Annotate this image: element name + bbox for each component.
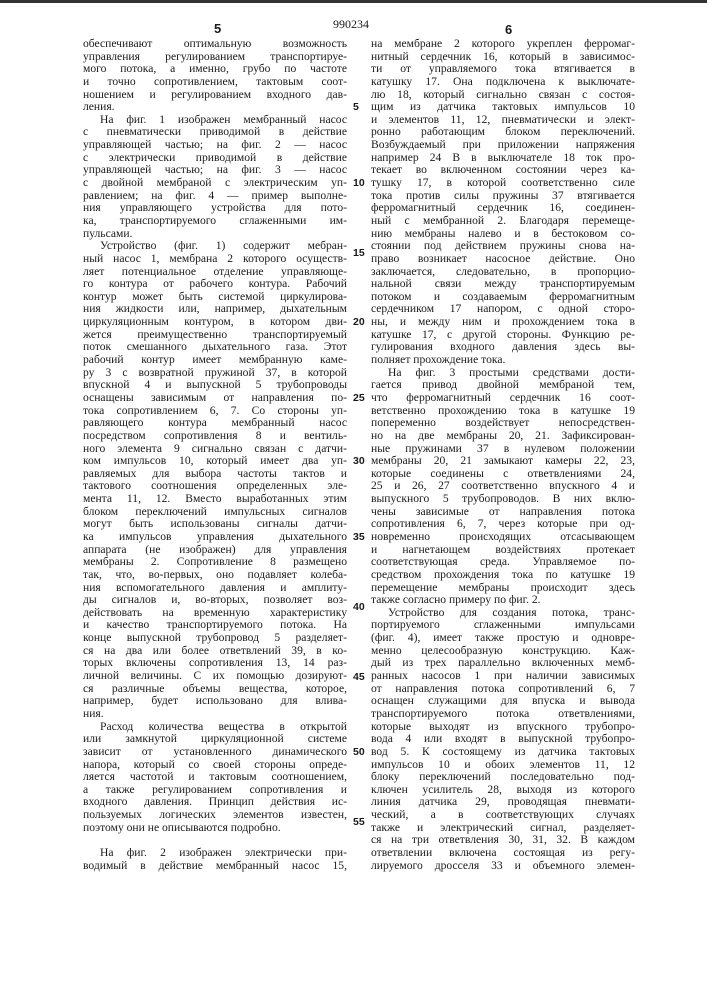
text-line: нальной связи между транспортируемым — [371, 278, 635, 291]
text-line: поток смешанного дыхательного газа. Этот — [83, 341, 347, 354]
text-line: и элементов 11, 12, пневматически и элект- — [371, 114, 635, 127]
text-line: ляет потенциальное отделение управляюще- — [83, 266, 347, 279]
text-line: например, будет использовано для влива- — [83, 695, 347, 708]
margin-line-number: 10 — [353, 177, 365, 189]
page-number-right: 6 — [505, 23, 512, 36]
text-line: например 24 В в выключателе 18 ток про- — [371, 152, 635, 165]
text-line: гулирования входного давления здесь вы- — [371, 341, 635, 354]
text-line: обеспечивают оптимальную возможность — [83, 38, 347, 51]
text-line: ветственно прохождению тока в катушке 19 — [371, 405, 635, 418]
text-line: полняет прохождение тока. — [371, 354, 635, 367]
text-line: На фиг. 2 изображен электрически при- — [83, 847, 347, 860]
text-line: (фиг. 4), имеет также простую и одновре- — [371, 632, 635, 645]
margin-line-number: 25 — [353, 392, 365, 404]
text-line: управляющей частью; на фиг. 3 — насос — [83, 164, 347, 177]
text-line: ния. — [83, 708, 347, 721]
text-line: соответствующая среда. Управляемое по- — [371, 556, 635, 569]
text-line: сердечником 17 напором, с одной сторо- — [371, 303, 635, 316]
text-line: мембраны 20, 21 замыкают камеры 22, 23, — [371, 455, 635, 468]
text-line: блоку переключений последовательно под- — [371, 771, 635, 784]
text-line: импульсов 10 и обоих элементов 11, 12 — [371, 759, 635, 772]
text-line: вод 5. К состоящему из датчика тактовых — [371, 746, 635, 759]
text-line: мента 11, 12. Вместо выработанных этим — [83, 493, 347, 506]
text-line: ные пружинами 37 в нулевом положении — [371, 443, 635, 456]
text-line: новременно происходящих отсасывающем — [371, 531, 635, 544]
text-line: которые соединены с ответвлениями 24, — [371, 468, 635, 481]
text-line: право возникает насосное действие. Оно — [371, 253, 635, 266]
text-line: входного давления. Принцип действия ис- — [83, 796, 347, 809]
text-line: транспортируемого потока ответвлениями, — [371, 708, 635, 721]
text-line: тока сопротивлением 6, 7. Со стороны уп- — [83, 405, 347, 418]
right-text-column — [371, 38, 635, 872]
text-line: посредством сопротивления 8 и вентиль- — [83, 430, 347, 443]
text-line: ния управляющего устройства для пото- — [83, 202, 347, 215]
margin-line-number: 5 — [353, 101, 359, 113]
text-line: блоком переключений импульсных сигналов — [83, 506, 347, 519]
text-line: ка импульсов управления дыхательного — [83, 531, 347, 544]
text-line: мембраны 2. Сопротивление 8 размещено — [83, 556, 347, 569]
text-line: также согласно примеру по фиг. 2. — [371, 594, 635, 607]
text-line: с электрически приводимой в действие — [83, 152, 347, 165]
margin-line-number: 35 — [353, 531, 365, 543]
text-line: ся на три ответвления 30, 31, 32. В каждом — [371, 834, 635, 847]
text-line: поэтому они не описываются подробно. — [83, 822, 347, 835]
text-line: управляющей частью; на фиг. 2 — насос — [83, 139, 347, 152]
margin-line-number: 15 — [353, 247, 365, 259]
text-line: и качество транспортируемого потока. На — [83, 619, 347, 632]
text-line: лю 18, который сигнально связан с состоя- — [371, 89, 635, 102]
text-line: ка, транспортируемого сглаженными им- — [83, 215, 347, 228]
text-line: ранных насосов 1 при наличии зависимых — [371, 670, 635, 683]
text-line: Возбуждаемый при приложении напряжения — [371, 139, 635, 152]
page-number-left: 5 — [214, 22, 221, 35]
text-line: го контура от рабочего контура. Рабочий — [83, 278, 347, 291]
text-line: заключается, следовательно, в пропорцио- — [371, 266, 635, 279]
text-line: тока против силы пружины 37 втягивается — [371, 190, 635, 203]
left-text-column — [83, 38, 347, 872]
margin-line-number: 30 — [353, 455, 365, 467]
text-line: ческий, а в соответствующих случаях — [371, 809, 635, 822]
text-line: мого потока, а именно, грубо по частоте — [83, 63, 347, 76]
text-line: лируемого дросселя 33 и объемного элемен- — [371, 860, 635, 873]
text-line: ния жидкости или, например, дыхательным — [83, 303, 347, 316]
text-line: 25 и 26, 27 соответственно впускного 4 и — [371, 480, 635, 493]
text-line: конце выпускной трубопровод 5 разделяет- — [83, 632, 347, 645]
text-line: На фиг. 1 изображен мембранный насос — [83, 114, 347, 127]
text-line: ления. — [83, 101, 347, 114]
text-line: ком импульсов 10, который имеет два уп- — [83, 455, 347, 468]
text-line: напора, который со своей стороны опреде- — [83, 759, 347, 772]
text-line: ти от управляемого тока втягивается в — [371, 63, 635, 76]
text-line: чены зависимые от направления потока — [371, 506, 635, 519]
text-line: и точно сопротивлением, тактовым соот- — [83, 76, 347, 89]
text-line: потоком и создаваемым ферромагнитным — [371, 291, 635, 304]
text-line: жется преимущественно транспортируемый — [83, 329, 347, 342]
text-line: вода 4 или входят в выпускной трубопро- — [371, 733, 635, 746]
text-line: с двойной мембраной с электрическим уп- — [83, 177, 347, 190]
text-line: ный с мембранной 2. Благодаря перемеще- — [371, 215, 635, 228]
text-line: ны, и между ним и прохождением тока в — [371, 316, 635, 329]
text-line: ключен усилитель 28, выходя из которого — [371, 784, 635, 797]
text-line: на мембране 2 которого укреплен ферромаг- — [371, 38, 635, 51]
text-line: менно целесообразную конструкцию. Каж- — [371, 645, 635, 658]
margin-line-number: 45 — [353, 671, 365, 683]
margin-line-number: 20 — [353, 316, 365, 328]
text-line: катушку 17. Она подключена к выключате- — [371, 76, 635, 89]
text-line: текает во включенном состоянии через ка- — [371, 164, 635, 177]
margin-line-number: 50 — [353, 746, 365, 758]
text-line: контур может быть системой циркулирова- — [83, 291, 347, 304]
text-line: ния вспомогательного давления и амплиту- — [83, 582, 347, 595]
text-line: ного элемента 9 сигнально связан с датчи- — [83, 443, 347, 456]
top-border — [0, 0, 707, 3]
text-line: линия датчика 29, проводящая пневмати- — [371, 796, 635, 809]
margin-line-number: 40 — [353, 601, 365, 613]
text-line: пульсами. — [83, 228, 347, 241]
text-line: личной величины. С их помощью дозируют- — [83, 670, 347, 683]
margin-line-number: 55 — [353, 816, 365, 828]
text-line: что ферромагнитный сердечник 16 соот- — [371, 392, 635, 405]
text-line: попеременно воздействует непосредствен- — [371, 417, 635, 430]
text-line: равлением; на фиг. 4 — пример выполне- — [83, 190, 347, 203]
text-line: ляется частотой и тактовым соотношением, — [83, 771, 347, 784]
text-line: которые выходят из впускного трубопро- — [371, 721, 635, 734]
text-line: равляемых для выбора частоты тактов и — [83, 468, 347, 481]
text-line: сопротивления 6, 7, через которые при од- — [371, 518, 635, 531]
text-line: ный насос 1, мембрана 2 которого осуществ- — [83, 253, 347, 266]
text-line: перемещение мембраны происходит здесь — [371, 582, 635, 595]
text-line: гается привод двойной мембраной тем, — [371, 379, 635, 392]
text-line: нию мембраны налево и в бестоковом со- — [371, 228, 635, 241]
text-line: торых включены сопротивления 13, 14 раз- — [83, 657, 347, 670]
text-line: ру 3 с возвратной пружиной 37, в которой — [83, 367, 347, 380]
text-line: впускной 4 и выпускной 5 трубопроводы — [83, 379, 347, 392]
text-line: но на две мембраны 20, 21. Зафиксирован- — [371, 430, 635, 443]
text-line: аппарата (не изображен) для управления — [83, 544, 347, 557]
text-line: с пневматически приводимой в действие — [83, 126, 347, 139]
text-line: или замкнутой циркуляционной системе — [83, 733, 347, 746]
text-line: а также регулированием сопротивления и — [83, 784, 347, 797]
text-line: ферромагнитный сердечник 16, соединен- — [371, 202, 635, 215]
document-number: 990234 — [333, 18, 369, 30]
text-line: Устройство для создания потока, транс- — [371, 607, 635, 620]
text-line: от направления потока сопротивлений 6, 7 — [371, 683, 635, 696]
text-line: ответвлении включена состоящая из регу- — [371, 847, 635, 860]
text-line: ронно работающим блоком переключений. — [371, 126, 635, 139]
text-line: На фиг. 3 простыми средствами дости- — [371, 367, 635, 380]
text-line: ды сигналов и, во-вторых, позволяет воз- — [83, 594, 347, 607]
text-line: Устройство (фиг. 1) содержит мебран- — [83, 240, 347, 253]
text-line: щим из датчика тактовых импульсов 10 — [371, 101, 635, 114]
text-line: равляющего контура мембранный насос — [83, 417, 347, 430]
text-line: оснащен служащими для впуска и вывода — [371, 695, 635, 708]
text-line: зависит от установленного динамического — [83, 746, 347, 759]
text-line: циркуляционным контуром, в котором дви- — [83, 316, 347, 329]
text-line: стоянии под действием пружины снова на- — [371, 240, 635, 253]
text-line: водимый в действие мембранный насос 15, — [83, 860, 347, 873]
text-line: оснащены зависимым от направления по- — [83, 392, 347, 405]
text-line: рабочий контур имеет мембранную каме- — [83, 354, 347, 367]
text-line: ся на два или более ответвлений 39, в ко- — [83, 645, 347, 658]
text-line: дый из трех параллельно включенных мемб- — [371, 657, 635, 670]
text-line: управления регулированием транспортируе- — [83, 51, 347, 64]
text-line: так, что, во-первых, оно подавляет колеба- — [83, 569, 347, 582]
text-line: Расход количества вещества в открытой — [83, 721, 347, 734]
text-line: средством прохождения тока по катушке 19 — [371, 569, 635, 582]
text-line: ношением и регулированием входного дав- — [83, 89, 347, 102]
text-line: и нагнетающем воздействиях протекает — [371, 544, 635, 557]
text-line: выпускного 5 трубопроводов. В них вклю- — [371, 493, 635, 506]
text-line: пользуемых логических элементов известен, — [83, 809, 347, 822]
text-line: нитный сердечник 16, который в зависимос- — [371, 51, 635, 64]
text-line: тушку 17, в которой соответственно силе — [371, 177, 635, 190]
text-line: катушке 17, с другой стороны. Функцию ре- — [371, 329, 635, 342]
text-line: могут быть использованы сигналы датчи- — [83, 518, 347, 531]
text-line: ся различные объемы вещества, которое, — [83, 683, 347, 696]
text-line: действовать на временную характеристику — [83, 607, 347, 620]
text-line: тактового соотношения определенных эле- — [83, 480, 347, 493]
text-line: также и электрический сигнал, разделяет- — [371, 822, 635, 835]
text-line: портируемого сглаженными импульсами — [371, 619, 635, 632]
